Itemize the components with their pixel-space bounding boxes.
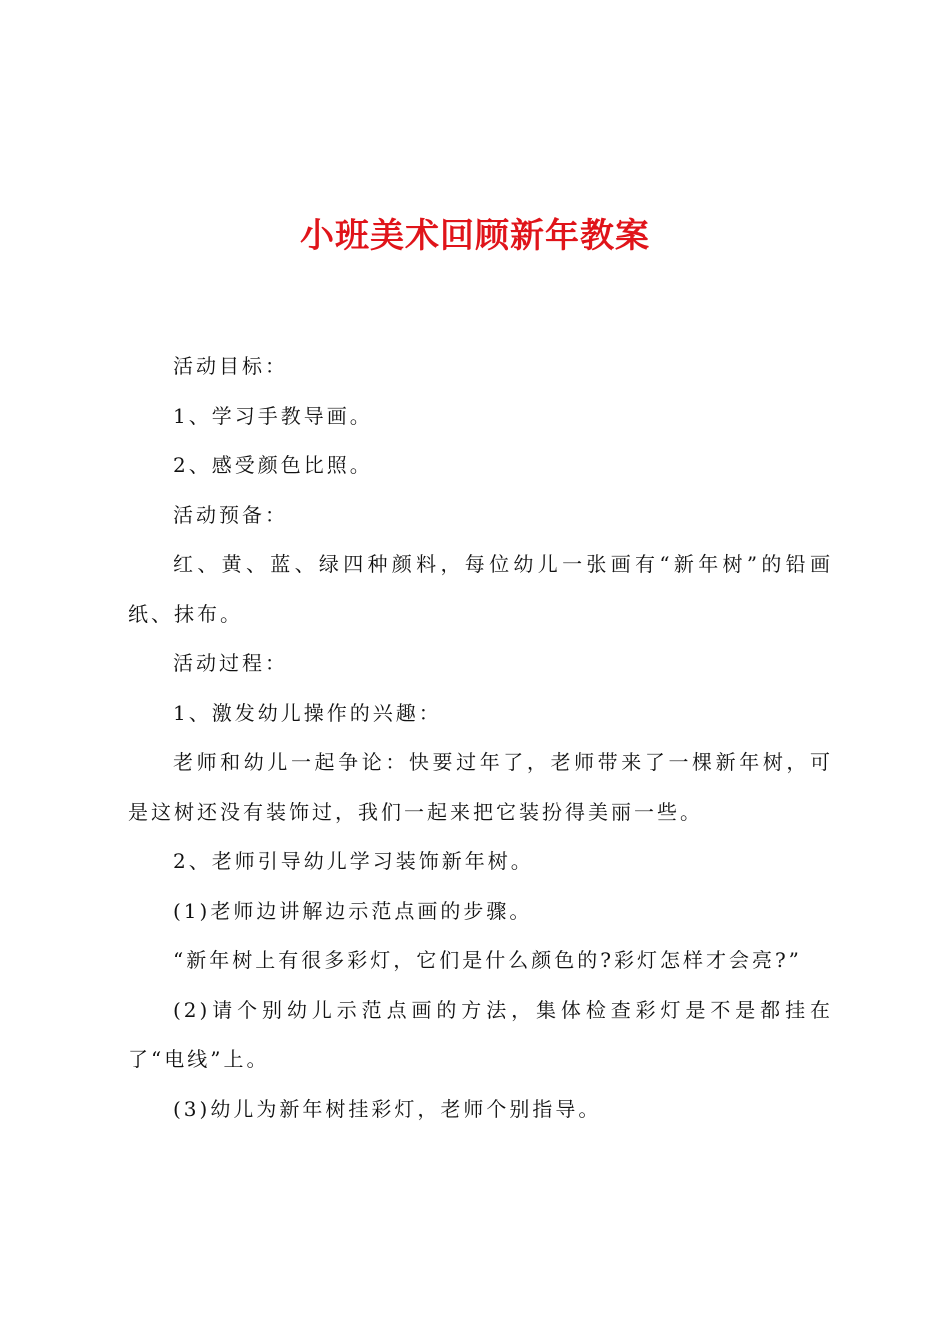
document-title: 小班美术回顾新年教案 xyxy=(300,216,650,256)
list-item: 1、激发幼儿操作的兴趣： xyxy=(173,700,442,725)
list-item: (1)老师边讲解边示范点画的步骤。 xyxy=(173,898,533,923)
document-body xyxy=(128,342,833,1134)
list-item: 2、感受颜色比照。 xyxy=(173,453,373,477)
section-heading-process: 活动过程： xyxy=(173,651,288,675)
paragraph: 老师和幼儿一起争论：快要过年了，老师带来了一棵新年树，可是这树还没有装饰过，我们一起来把它装扮得美丽一些。 xyxy=(128,750,833,824)
list-item: 2、老师引导幼儿学习装饰新年树。 xyxy=(173,849,534,873)
quote-paragraph: “新年树上有很多彩灯，它们是什么颜色的?彩灯怎样才会亮?” xyxy=(173,948,802,972)
list-item: 1、学习手教导画。 xyxy=(173,403,373,428)
list-item: (2)请个别幼儿示范点画的方法，集体检查彩灯是不是都挂在了“电线”上。 xyxy=(128,997,833,1071)
list-item: (3)幼儿为新年树挂彩灯，老师个别指导。 xyxy=(173,1096,602,1121)
section-heading-preparation: 活动预备： xyxy=(173,502,288,527)
section-heading-goals: 活动目标： xyxy=(173,354,288,378)
paragraph: 红、黄、蓝、绿四种颜料，每位幼儿一张画有“新年树”的铅画纸、抹布。 xyxy=(128,552,833,626)
